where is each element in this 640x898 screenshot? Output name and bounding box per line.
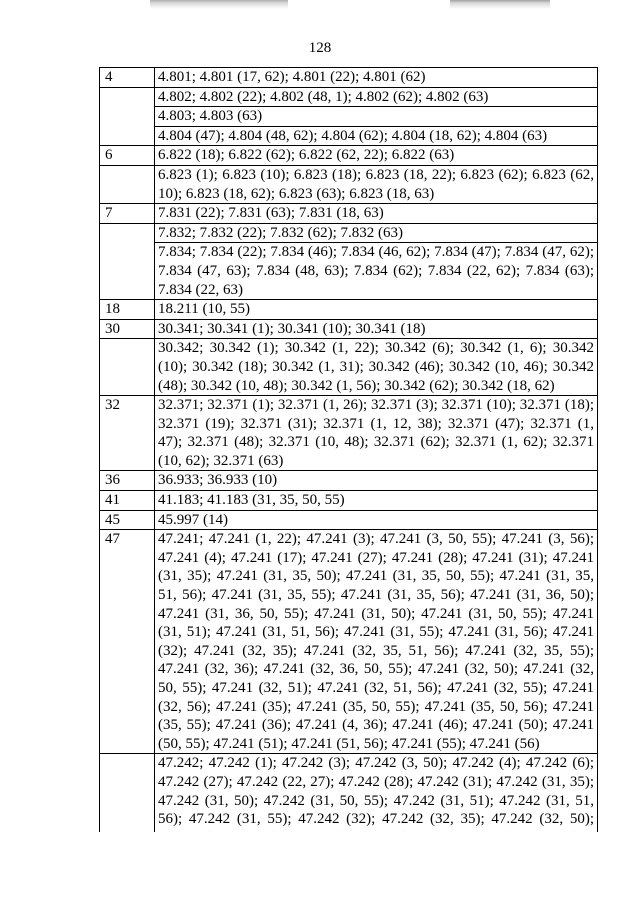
section-number-cell: 7 [100,204,155,224]
section-number-cell: 4 [100,68,155,88]
section-number-cell: 47 [100,530,155,754]
table-row [100,223,598,243]
code-list-cell: 36.933; 36.933 (10) [155,471,598,491]
table-row [100,243,598,300]
code-list-cell: 30.341; 30.341 (1); 30.341 (10); 30.341 (18) [155,319,598,339]
table-row [100,146,598,166]
code-list-cell: 7.834; 7.834 (22); 7.834 (46); 7.834 (46, 62); 7.834 (47); 7.834 (47, 62); 7.834 (47, 63); 7.834 (48, 63); 7.834 (62); 7.834 (22, 62); 7.834 (63); 7.834 (22, 63) [155,243,598,300]
table-row [100,87,598,107]
code-list-cell: 6.822 (18); 6.822 (62); 6.822 (62, 22); 6.822 (63) [155,146,598,166]
section-number-cell [100,87,155,107]
section-number-cell [100,223,155,243]
code-list-cell: 4.802; 4.802 (22); 4.802 (48, 1); 4.802 (62); 4.802 (63) [155,87,598,107]
code-list-cell: 41.183; 41.183 (31, 35, 50, 55) [155,491,598,511]
table-row [100,165,598,203]
code-list-cell: 4.801; 4.801 (17, 62); 4.801 (22); 4.801 (62) [155,68,598,88]
code-list-cell: 7.831 (22); 7.831 (63); 7.831 (18, 63) [155,204,598,224]
code-list-cell: 45.997 (14) [155,510,598,530]
table-row [100,300,598,320]
page-number: 128 [308,40,332,56]
scan-artifact-right [450,0,550,9]
code-index-table [99,67,598,867]
code-list-cell: 4.803; 4.803 (63) [155,107,598,127]
table-row [100,107,598,127]
section-number-cell: 32 [100,396,155,471]
table-row [100,319,598,339]
page-cutoff [97,832,600,898]
table-row [100,396,598,471]
code-list-cell: 6.823 (1); 6.823 (10); 6.823 (18); 6.823 (18, 22); 6.823 (62); 6.823 (62, 10); 6.823 (18, 62); 6.823 (63); 6.823 (18, 63) [155,165,598,203]
code-list-cell: 47.242; 47.242 (1); 47.242 (3); 47.242 (3, 50); 47.242 (4); 47.242 (6); 47.242 (27); 47.242 (22, 27); 47.242 (28); 47.242 (31); 47.242 (31, 35); 47.242 (31, 50); 47.242 (31, 50, 55); 47.242 (31, 51); 47.242 (31, 51, 56); 47.242 (31, 55); 47.242 (32); 47.242 (32, 35); 47.242 (32, 50); [155,754,598,867]
code-list-cell: 30.342; 30.342 (1); 30.342 (1, 22); 30.342 (6); 30.342 (1, 6); 30.342 (10); 30.342 (18); 30.342 (1, 31); 30.342 (46); 30.342 (10, 46); 30.342 (48); 30.342 (10, 48); 30.342 (1, 56); 30.342 (62); 30.342 (18, 62) [155,339,598,396]
section-number-cell: 18 [100,300,155,320]
code-list-cell: 32.371; 32.371 (1); 32.371 (1, 26); 32.371 (3); 32.371 (10); 32.371 (18); 32.371 (19); 32.371 (31); 32.371 (1, 12, 38); 32.371 (47); 32.371 (1, 47); 32.371 (48); 32.371 (10, 48); 32.371 (62); 32.371 (1, 62); 32.371 (10, 62); 32.371 (63) [155,396,598,471]
section-number-cell [100,165,155,203]
table-row [100,530,598,754]
section-number-cell [100,243,155,300]
table-row [100,471,598,491]
section-number-cell: 36 [100,471,155,491]
section-number-cell: 6 [100,146,155,166]
section-number-cell: 45 [100,510,155,530]
code-index-body [100,68,598,867]
table-row [100,491,598,511]
section-number-cell [100,107,155,127]
table-row [100,126,598,146]
table-row [100,204,598,224]
scan-artifact-left [150,0,288,9]
code-list-cell: 18.211 (10, 55) [155,300,598,320]
section-number-cell: 41 [100,491,155,511]
section-number-cell: 30 [100,319,155,339]
code-list-cell: 47.241; 47.241 (1, 22); 47.241 (3); 47.241 (3, 50, 55); 47.241 (3, 56); 47.241 (4); 47.241 (17); 47.241 (27); 47.241 (28); 47.241 (31); 47.241 (31, 35); 47.241 (31, 35, 50); 47.241 (31, 35, 50, 55); 47.241 (31, 35, 51, 56); 47.241 (31, 35, 55); 47.241 (31, 35, 56); 47.241 (31, 36, 50); 47.241 (31, 36, 50, 55); 47.241 (31, 50); 47.241 (31, 50, 55); 47.241 (31, 51); 47.241 (31, 51, 56); 47.241 (31, 55); 47.241 (31, 56); 47.241 (32); 47.241 (32, 35); 47.241 (32, 35, 51, 56); 47.241 (32, 35, 55); 47.241 (32, 36); 47.241 (32, 36, 50, 55); 47.241 (32, 50); 47.241 (32, 50, 55); 47.241 (32, 51); 47.241 (32, 51, 56); 47.241 (32, 55); 47.241 (32, 56); 47.241 (35); 47.241 (35, 50, 55); 47.241 (35, 50, 56); 47.241 (35, 55); 47.241 (36); 47.241 (4, 36); 47.241 (46); 47.241 (50); 47.241 (50, 55); 47.241 (51); 47.241 (51, 56); 47.241 (55); 47.241 (56) [155,530,598,754]
table-row [100,339,598,396]
section-number-cell [100,339,155,396]
table-row [100,68,598,88]
code-list-cell: 4.804 (47); 4.804 (48, 62); 4.804 (62); 4.804 (18, 62); 4.804 (63) [155,126,598,146]
code-list-cell: 7.832; 7.832 (22); 7.832 (62); 7.832 (63) [155,223,598,243]
table-row [100,510,598,530]
section-number-cell [100,126,155,146]
